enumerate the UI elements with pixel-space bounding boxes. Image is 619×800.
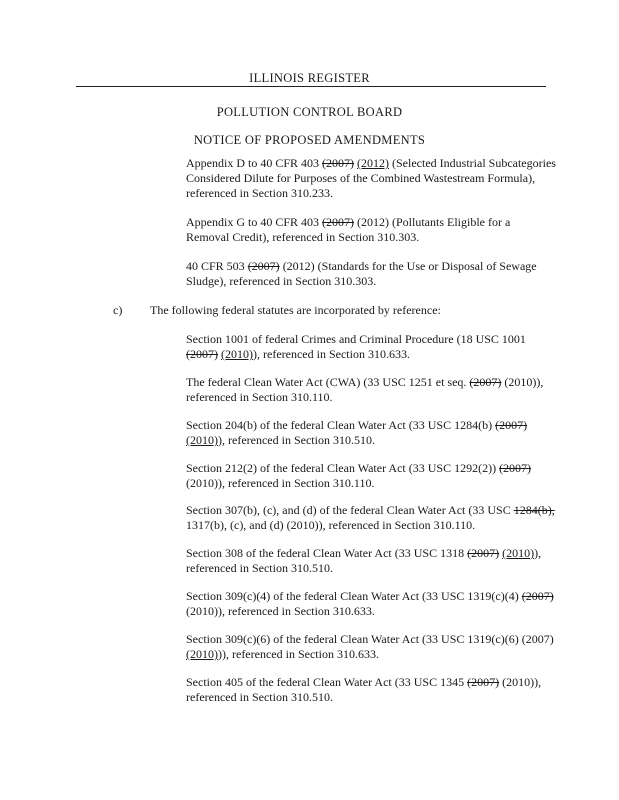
added-text: (2010) [186,647,218,661]
section-intro: The following federal statutes are incorporated by reference: [150,303,441,317]
added-text: (2010) [221,347,253,361]
deleted-text: (2007) [469,375,502,389]
statute-item: The federal Clean Water Act (CWA) (33 USC 1251 et seq. (2007) (2010)), referenced in Section 310.110. [186,375,544,404]
added-text: (2010) [502,546,535,560]
section-label: c) [113,303,123,317]
deleted-text: (2007) [521,589,554,603]
statute-item: Section 204(b) of the federal Clean Water Act (33 USC 1284(b) (2007) (2010)), referenced in Section 310.510. [186,418,528,447]
deleted-text: (2007) [467,546,500,560]
notice-heading: NOTICE OF PROPOSED AMENDMENTS [193,133,426,147]
statute-item: Section 309(c)(6) of the federal Clean Water Act (33 USC 1319(c)(6) (2007) (2010))), referenced in Section 310.633. [186,632,554,661]
agency-heading: POLLUTION CONTROL BOARD [216,105,403,119]
statute-item: Section 309(c)(4) of the federal Clean Water Act (33 USC 1319(c)(4) (2007) (2010)), referenced in Section 310.633. [186,589,554,618]
appendix-item: Appendix D to 40 CFR 403 (2007) (2012) (Selected Industrial Subcategories Considered Dilute for Purposes of the Combined Wastestream Formula), referenced in Section 310.233. [186,156,556,200]
deleted-text: (2007) [495,418,528,432]
register-title: ILLINOIS REGISTER [249,71,370,85]
statute-item: Section 307(b), (c), and (d) of the federal Clean Water Act (33 USC 1284(b), 1317(b), (c), and (d) (2010)), referenced in Section 310.110. [186,503,555,532]
statute-item: Section 308 of the federal Clean Water Act (33 USC 1318 (2007) (2010)), referenced in Section 310.510. [186,546,542,575]
deleted-text: (2007) [322,156,355,170]
header-rule [76,86,546,87]
deleted-text: (2007) [247,259,280,273]
statute-item: Section 212(2) of the federal Clean Water Act (33 USC 1292(2)) (2007) (2010)), referenced in Section 310.110. [186,461,532,490]
deleted-text: (2007) [322,215,355,229]
statute-item: Section 405 of the federal Clean Water Act (33 USC 1345 (2007) (2010)), referenced in Section 310.510. [186,675,542,704]
deleted-text: (2007) [499,461,532,475]
appendix-item: Appendix G to 40 CFR 403 (2007) (2012) (Pollutants Eligible for a Removal Credit), referenced in Section 310.303. [186,215,511,244]
added-text: (2012) [357,156,390,170]
deleted-text: (2007) [467,675,500,689]
statute-item: Section 1001 of federal Crimes and Criminal Procedure (18 USC 1001 (2007) (2010)), referenced in Section 310.633. [186,332,526,361]
deleted-text: 1284(b), [513,503,555,517]
added-text: (2010) [186,433,218,447]
deleted-text: (2007) [186,347,218,361]
appendix-item: 40 CFR 503 (2007) (2012) (Standards for the Use or Disposal of Sewage Sludge), referenced in Section 310.303. [186,259,537,288]
